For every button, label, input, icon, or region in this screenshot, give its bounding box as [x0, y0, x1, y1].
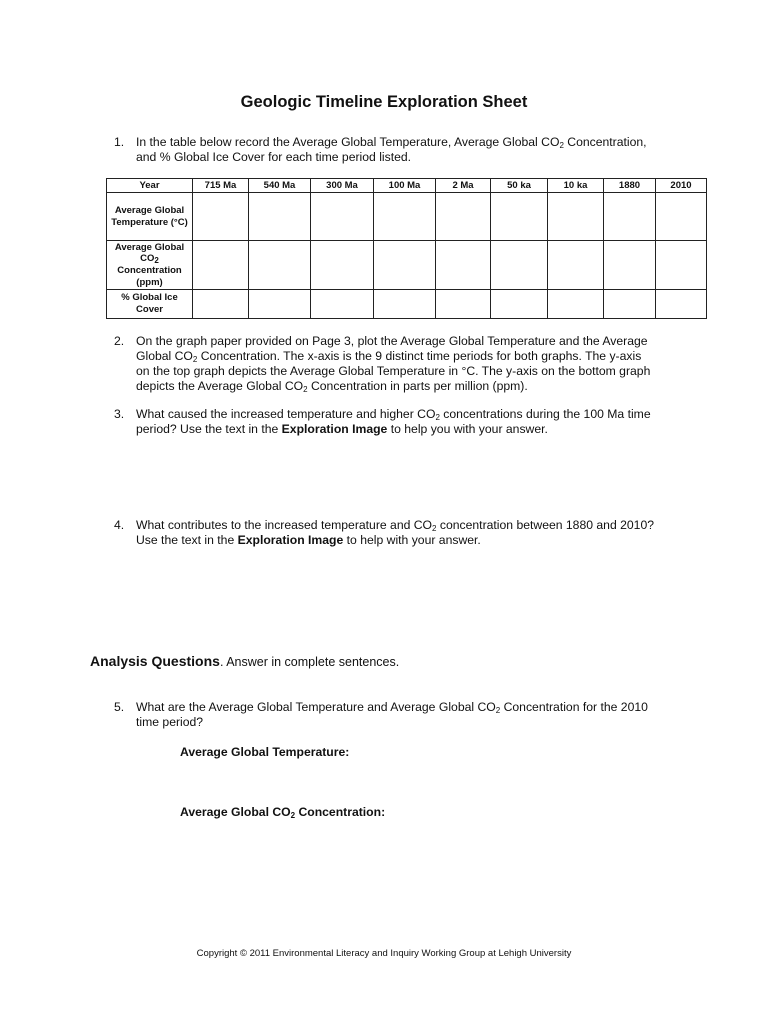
table-cell-input[interactable]: [249, 290, 311, 319]
table-header-period: 300 Ma: [311, 179, 374, 193]
question-text-part: What caused the increased temperature and higher CO: [136, 407, 436, 421]
table-cell-input[interactable]: [193, 290, 249, 319]
table-cell-input[interactable]: [604, 241, 656, 290]
table-cell-input[interactable]: [656, 193, 707, 241]
row-label-co2: [107, 241, 193, 290]
table-cell-input[interactable]: [436, 290, 491, 319]
question-text: [136, 334, 684, 394]
data-table: [106, 178, 707, 319]
table-cell-input[interactable]: [491, 193, 548, 241]
subscript: 2: [303, 385, 308, 394]
analysis-section-heading: [90, 653, 399, 669]
table-cell-input[interactable]: [311, 241, 374, 290]
question-number: 3.: [114, 407, 125, 421]
table-row: [107, 193, 707, 241]
table-cell-input[interactable]: [374, 193, 436, 241]
table-cell-input[interactable]: [374, 290, 436, 319]
question-text-part: Concentration for the 2010: [500, 700, 648, 714]
table-cell-input[interactable]: [548, 290, 604, 319]
question-text-part: Global CO: [136, 349, 193, 363]
table-header-period: 540 Ma: [249, 179, 311, 193]
table-cell-input[interactable]: [604, 193, 656, 241]
subscript: 2: [559, 141, 564, 150]
subscript: 2: [192, 355, 198, 364]
question-text-part: On the graph paper provided on Page 3, plot the Average Global Temperature and the Average: [136, 334, 648, 348]
question-number: 4.: [114, 518, 125, 532]
question-text-part: Use the text in the: [136, 533, 238, 547]
table-header-year: Year: [107, 179, 193, 193]
question-text-part: time period?: [136, 715, 204, 729]
question-text: [136, 518, 684, 548]
question-text-part: depicts the Average Global CO: [136, 379, 304, 393]
question-text-part: to help with your answer.: [343, 533, 481, 547]
table-cell-input[interactable]: [193, 193, 249, 241]
table-header-row: [107, 179, 707, 193]
question-text-part: Concentration. The x-axis is the 9 distinct time periods for both graphs. The y-axis: [197, 349, 642, 363]
question-text-part: What contributes to the increased temperature and CO: [136, 518, 433, 532]
question-text-part: In the table below record the Average Global Temperature, Average Global CO: [136, 135, 560, 149]
question-text: [136, 407, 684, 437]
row-label-temperature: [107, 193, 193, 241]
table-cell-input[interactable]: [311, 193, 374, 241]
subscript: 2: [154, 256, 159, 266]
page-title: Geologic Timeline Exploration Sheet: [240, 93, 528, 111]
question-text-part: Concentration,: [563, 135, 647, 149]
question-text-part: and % Global Ice Cover for each time period listed.: [136, 150, 412, 164]
table-cell-input[interactable]: [548, 193, 604, 241]
question-text-part: on the top graph depicts the Average Global Temperature in °C. The y-axis on the bottom graph: [136, 364, 651, 378]
table-row: [107, 241, 707, 290]
row-label-text: Average Global Temperature (°C): [111, 204, 188, 228]
row-label-text: % Global Ice Cover: [121, 292, 178, 315]
question-text: [136, 135, 684, 165]
analysis-instruction: . Answer in complete sentences.: [219, 655, 400, 669]
table-cell-input[interactable]: [436, 193, 491, 241]
subscript: 2: [432, 524, 437, 533]
row-label-part: Average Global CO: [114, 241, 185, 265]
question-text-part: concentration between 1880 and 2010?: [436, 518, 655, 532]
analysis-heading: Analysis Questions: [90, 653, 220, 669]
row-label-part: Concentration (ppm): [117, 265, 182, 288]
table-cell-input[interactable]: [491, 290, 548, 319]
table-header-period: 1880: [604, 179, 656, 193]
table-cell-input[interactable]: [656, 290, 707, 319]
table-row: [107, 290, 707, 319]
answer-label-text: Average Global CO: [180, 805, 291, 819]
copyright-footer: Copyright © 2011 Environmental Literacy and Inquiry Working Group at Lehigh University: [196, 948, 572, 959]
exploration-image-reference: Exploration Image: [237, 533, 344, 547]
question-number: 5.: [114, 700, 125, 714]
question-number: 1.: [114, 135, 125, 149]
question-text-part: to help you with your answer.: [387, 422, 548, 436]
table-header-period: 50 ka: [491, 179, 548, 193]
answer-label-text: Average Global Temperature:: [180, 745, 350, 759]
subscript: 2: [435, 413, 440, 422]
question-text-part: What are the Average Global Temperature and Average Global CO: [136, 700, 496, 714]
table-header-period: 100 Ma: [374, 179, 436, 193]
question-text-part: Concentration in parts per million (ppm).: [307, 379, 528, 393]
table-cell-input[interactable]: [491, 241, 548, 290]
table-cell-input[interactable]: [249, 241, 311, 290]
table-cell-input[interactable]: [436, 241, 491, 290]
answer-label-co2: [180, 805, 385, 819]
exploration-image-reference: Exploration Image: [281, 422, 388, 436]
table-cell-input[interactable]: [604, 290, 656, 319]
table-cell-input[interactable]: [548, 241, 604, 290]
table-header-period: 715 Ma: [193, 179, 249, 193]
answer-label-text: Concentration:: [295, 805, 386, 819]
table-header-period: 10 ka: [548, 179, 604, 193]
table-cell-input[interactable]: [374, 241, 436, 290]
table-cell-input[interactable]: [656, 241, 707, 290]
subscript: 2: [495, 706, 501, 715]
question-text-part: concentrations during the 100 Ma time: [439, 407, 651, 421]
question-text-part: period? Use the text in the: [136, 422, 282, 436]
table-cell-input[interactable]: [311, 290, 374, 319]
row-label-text: [111, 242, 189, 288]
table-cell-input[interactable]: [193, 241, 249, 290]
question-text: [136, 700, 684, 730]
table-header-period: 2010: [656, 179, 707, 193]
table-cell-input[interactable]: [249, 193, 311, 241]
question-number: 2.: [114, 334, 125, 348]
row-label-ice-cover: [107, 290, 193, 319]
answer-label-temperature: [180, 745, 349, 759]
table-header-period: 2 Ma: [436, 179, 491, 193]
subscript: 2: [290, 811, 296, 820]
